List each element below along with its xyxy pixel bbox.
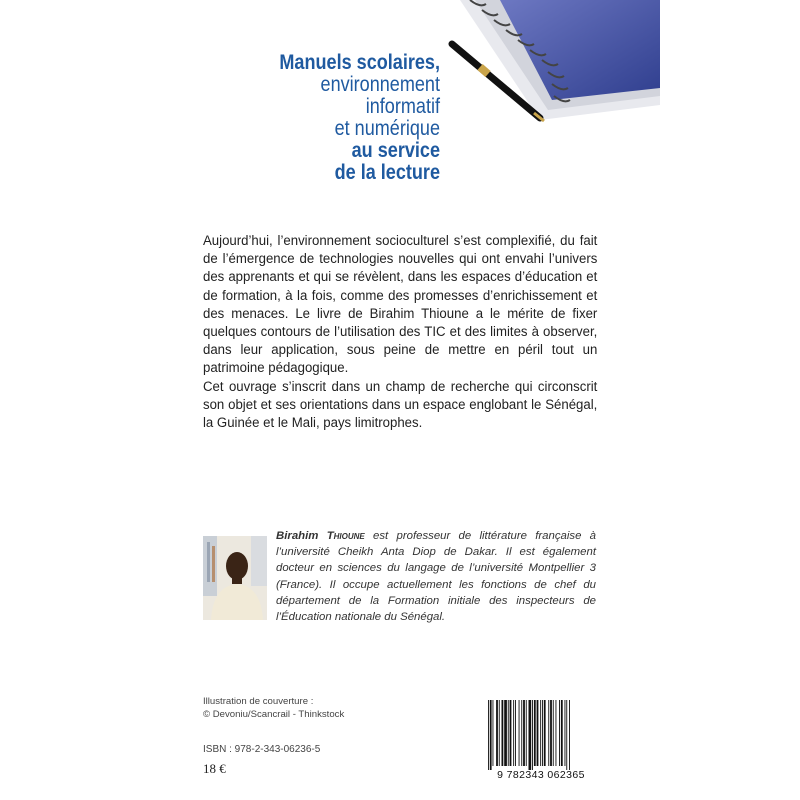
barcode-bar xyxy=(526,700,527,766)
barcode-bar xyxy=(550,700,552,766)
title-line-4: et numérique xyxy=(334,117,440,140)
barcode-bar xyxy=(542,700,543,766)
barcode-bar xyxy=(510,700,512,766)
barcode-bar xyxy=(529,700,532,770)
barcode-bar xyxy=(508,700,509,766)
title-line-5: au service xyxy=(351,139,440,162)
book-title xyxy=(234,52,440,184)
notebooks-and-pen-illustration xyxy=(430,0,660,125)
title-line-2: environnement xyxy=(320,73,440,96)
title-line-1: Manuels scolaires, xyxy=(279,51,440,74)
barcode-bar xyxy=(499,700,500,766)
barcode-bar xyxy=(559,700,560,766)
barcode-bar xyxy=(513,700,514,766)
title-line-3: informatif xyxy=(365,95,440,118)
barcode-bar xyxy=(521,700,522,766)
author-bio xyxy=(276,528,596,625)
barcode-bar xyxy=(523,700,525,766)
cover-credits xyxy=(203,696,344,721)
barcode-bar xyxy=(515,700,516,766)
barcode-bar xyxy=(548,700,549,766)
barcode-bar xyxy=(569,700,570,770)
barcode-bar xyxy=(493,700,494,766)
barcode-bar xyxy=(488,700,489,770)
barcode-bar xyxy=(490,700,492,770)
barcode-bar xyxy=(566,700,567,770)
barcode-bar xyxy=(504,700,507,766)
author-name: Birahim Thioune xyxy=(276,530,365,542)
barcode-bar xyxy=(519,700,520,766)
barcode-bar xyxy=(556,700,557,766)
back-cover-blurb xyxy=(203,232,597,432)
barcode-bar xyxy=(553,700,554,766)
barcode-bar xyxy=(502,700,504,766)
barcode-bar xyxy=(537,700,539,766)
credits-line-2: © Devoniu/Scancrail - Thinkstock xyxy=(203,708,345,720)
barcode-bar xyxy=(561,700,563,766)
isbn-text: ISBN : 978-2-343-06236-5 xyxy=(203,744,321,755)
barcode-bar xyxy=(540,700,541,766)
credits-line-1: Illustration de couverture : xyxy=(203,696,314,707)
barcode xyxy=(484,700,598,770)
barcode-digits: 9 782343 062365 xyxy=(497,769,585,781)
barcode-bar xyxy=(544,700,546,766)
barcode-bar xyxy=(496,700,498,766)
blurb-paragraph-2: Cet ouvrage s’inscrit dans un champ de recherche qui circonscrit son objet et ses orientations dans un espace englobant le Sénégal, la Guinée et le Mali, pays limitrophes. xyxy=(203,378,598,432)
title-line-6: de la lecture xyxy=(334,161,440,184)
author-bio-text: est professeur de littérature française à l’université Cheikh Anta Diop de Dakar. Il est également docteur en sciences du langage de l’université Montpellier 3 (France). Il occupe actuellement les fonctions de chef du département de la Formation initiale des inspecteurs de l’Éducation nationale du Sénégal. xyxy=(276,530,597,624)
barcode-bar xyxy=(534,700,536,766)
barcode-bar xyxy=(532,700,533,770)
blurb-paragraph-1: Aujourd’hui, l’environnement socioculturel s’est complexifié, du fait de l’émergence de technologies nouvelles qui ont envahi l’univers des apprenants et qui se révèlent, dans les espaces d’éducation et de formation, à la fois, comme des promesses d’enrichissement et des menaces. Le livre de Birahim Thioune a le mérite de fixer quelques contours de l’utilisation des TIC et des limites à observer, dans leur application, sous peine de mettre en péril tout un patrimoine pédagogique. xyxy=(203,233,598,377)
author-photo xyxy=(203,536,267,620)
price-text: 18 € xyxy=(203,761,226,776)
barcode-bar xyxy=(565,700,566,766)
